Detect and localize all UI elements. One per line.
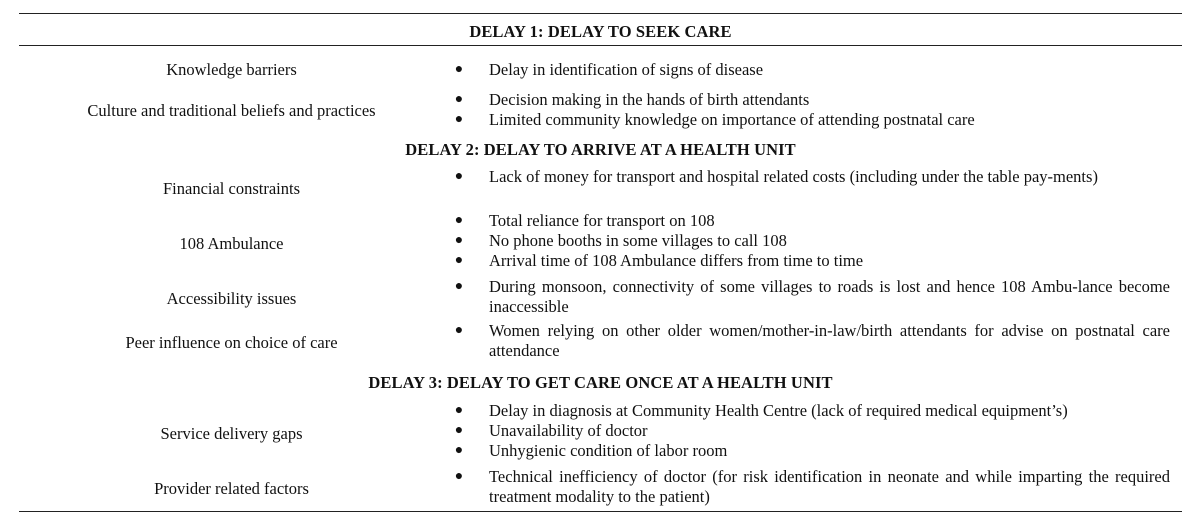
- bullet-icon: ●: [454, 423, 464, 438]
- bullet-list: [452, 277, 1170, 317]
- table-top-rule: [19, 13, 1182, 14]
- factor-financial-constraints: Financial constraints: [162, 179, 300, 198]
- list-item: ● No phone booths in some villages to call 108: [452, 231, 1170, 251]
- table-header-rule: [19, 45, 1182, 46]
- list-item: ● During monsoon, connectivity of some villages to roads is lost and hence 108 Ambu-lance become inaccessible: [452, 277, 1170, 317]
- bullet-list: [452, 401, 1170, 461]
- section-title-delay-2: DELAY 2: DELAY TO ARRIVE AT A HEALTH UNIT: [405, 140, 796, 159]
- bullet-list: [452, 321, 1170, 361]
- bullet-icon: ●: [454, 469, 464, 484]
- bullet-icon: ●: [454, 403, 464, 418]
- list-item: ● Delay in diagnosis at Community Health Centre (lack of required medical equipment’s): [452, 401, 1170, 421]
- list-item: ● Lack of money for transport and hospital related costs (including under the table pay-ments): [452, 167, 1170, 187]
- factor-service-delivery-gaps: Service delivery gaps: [160, 424, 303, 443]
- factor-accessibility-issues: Accessibility issues: [166, 289, 297, 308]
- section-title-delay-1: DELAY 1: DELAY TO SEEK CARE: [469, 22, 732, 41]
- bullet-icon: ●: [454, 62, 464, 77]
- list-item: ● Unhygienic condition of labor room: [452, 441, 1170, 461]
- factor-culture-beliefs: Culture and traditional beliefs and practices: [87, 101, 376, 120]
- factor-108-ambulance: 108 Ambulance: [179, 234, 284, 253]
- factor-provider-related: Provider related factors: [154, 479, 309, 498]
- section-title-delay-3: DELAY 3: DELAY TO GET CARE ONCE AT A HEALTH UNIT: [368, 373, 833, 392]
- list-item: ● Arrival time of 108 Ambulance differs from time to time: [452, 251, 1170, 271]
- list-item: ● Technical inefficiency of doctor (for risk identification in neonate and while imparting the required treatment modality to the patient): [452, 467, 1170, 507]
- bullet-icon: ●: [454, 233, 464, 248]
- bullet-list: [452, 211, 1170, 271]
- list-item: ● Delay in identification of signs of disease: [452, 60, 1170, 80]
- bullet-icon: ●: [454, 213, 464, 228]
- bullet-list: [452, 60, 1170, 80]
- bullet-icon: ●: [454, 253, 464, 268]
- factor-knowledge-barriers: Knowledge barriers: [166, 60, 297, 79]
- factor-peer-influence: Peer influence on choice of care: [125, 333, 338, 352]
- bullet-icon: ●: [454, 323, 464, 338]
- list-item: ● Decision making in the hands of birth attendants: [452, 90, 1170, 110]
- bullet-list: [452, 467, 1170, 507]
- list-item: ● Unavailability of doctor: [452, 421, 1170, 441]
- list-item: ● Women relying on other older women/mother-in-law/birth attendants for advise on postnatal care attendance: [452, 321, 1170, 361]
- list-item: ● Total reliance for transport on 108: [452, 211, 1170, 231]
- bullet-list: [452, 90, 1170, 130]
- bullet-icon: ●: [454, 443, 464, 458]
- bullet-icon: ●: [454, 92, 464, 107]
- list-item: ● Limited community knowledge on importance of attending postnatal care: [452, 110, 1170, 130]
- bullet-icon: ●: [454, 112, 464, 127]
- bullet-icon: ●: [454, 169, 464, 184]
- bullet-list: [452, 167, 1170, 187]
- bullet-icon: ●: [454, 279, 464, 294]
- table-bottom-rule: [19, 511, 1182, 512]
